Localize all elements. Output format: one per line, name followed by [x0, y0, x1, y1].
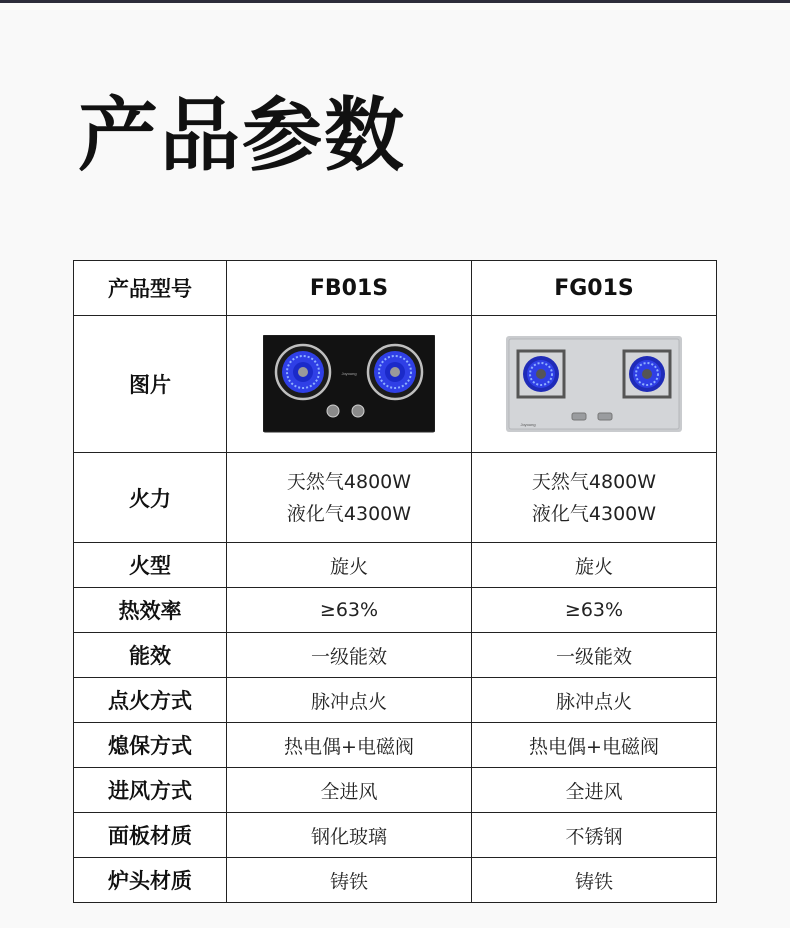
spec-table [73, 260, 717, 903]
table-row [74, 768, 717, 813]
table-row [74, 588, 717, 633]
spec-value: 钢化玻璃 [227, 813, 472, 858]
spec-value [227, 453, 472, 543]
table-row [74, 633, 717, 678]
spec-value: 脉冲点火 [472, 678, 717, 723]
spec-value: ≥63% [227, 588, 472, 633]
spec-value: 全进风 [472, 768, 717, 813]
model-name: FG01S [472, 261, 717, 316]
table-row [74, 813, 717, 858]
product-image-cell [472, 316, 717, 453]
spec-value: 热电偶+电磁阀 [227, 723, 472, 768]
spec-value: 一级能效 [227, 633, 472, 678]
spec-value: 旋火 [472, 543, 717, 588]
svg-text:Joyoung: Joyoung [341, 371, 357, 376]
spec-value-line: 天然气4800W [286, 470, 412, 493]
page-title: 产品参数 [78, 89, 406, 182]
table-row [74, 723, 717, 768]
table-row [74, 543, 717, 588]
row-label: 点火方式 [74, 678, 227, 723]
spec-value: 热电偶+电磁阀 [472, 723, 717, 768]
glass-cooktop-image [263, 335, 435, 433]
svg-text:Joyoung: Joyoung [520, 422, 536, 427]
row-label: 图片 [74, 316, 227, 453]
spec-value: 铸铁 [472, 858, 717, 903]
row-label: 熄保方式 [74, 723, 227, 768]
spec-value: 旋火 [227, 543, 472, 588]
table-row-model [74, 261, 717, 316]
spec-value: 铸铁 [227, 858, 472, 903]
spec-value: 不锈钢 [472, 813, 717, 858]
spec-value: 一级能效 [472, 633, 717, 678]
row-label: 热效率 [74, 588, 227, 633]
model-name: FB01S [227, 261, 472, 316]
spec-value: ≥63% [472, 588, 717, 633]
table-row [74, 858, 717, 903]
row-label: 火力 [74, 453, 227, 543]
steel-cooktop-image [506, 334, 682, 434]
table-row [74, 678, 717, 723]
top-bar [0, 0, 790, 3]
spec-value-line: 天然气4800W [531, 470, 657, 493]
spec-value [472, 453, 717, 543]
row-label: 面板材质 [74, 813, 227, 858]
table-row-image [74, 316, 717, 453]
row-label: 炉头材质 [74, 858, 227, 903]
row-label: 产品型号 [74, 261, 227, 316]
product-image-cell [227, 316, 472, 453]
row-label: 能效 [74, 633, 227, 678]
spec-value: 脉冲点火 [227, 678, 472, 723]
row-label: 进风方式 [74, 768, 227, 813]
table-row-firepower [74, 453, 717, 543]
spec-value-line: 液化气4300W [286, 502, 412, 525]
spec-value: 全进风 [227, 768, 472, 813]
row-label: 火型 [74, 543, 227, 588]
spec-value-line: 液化气4300W [531, 502, 657, 525]
